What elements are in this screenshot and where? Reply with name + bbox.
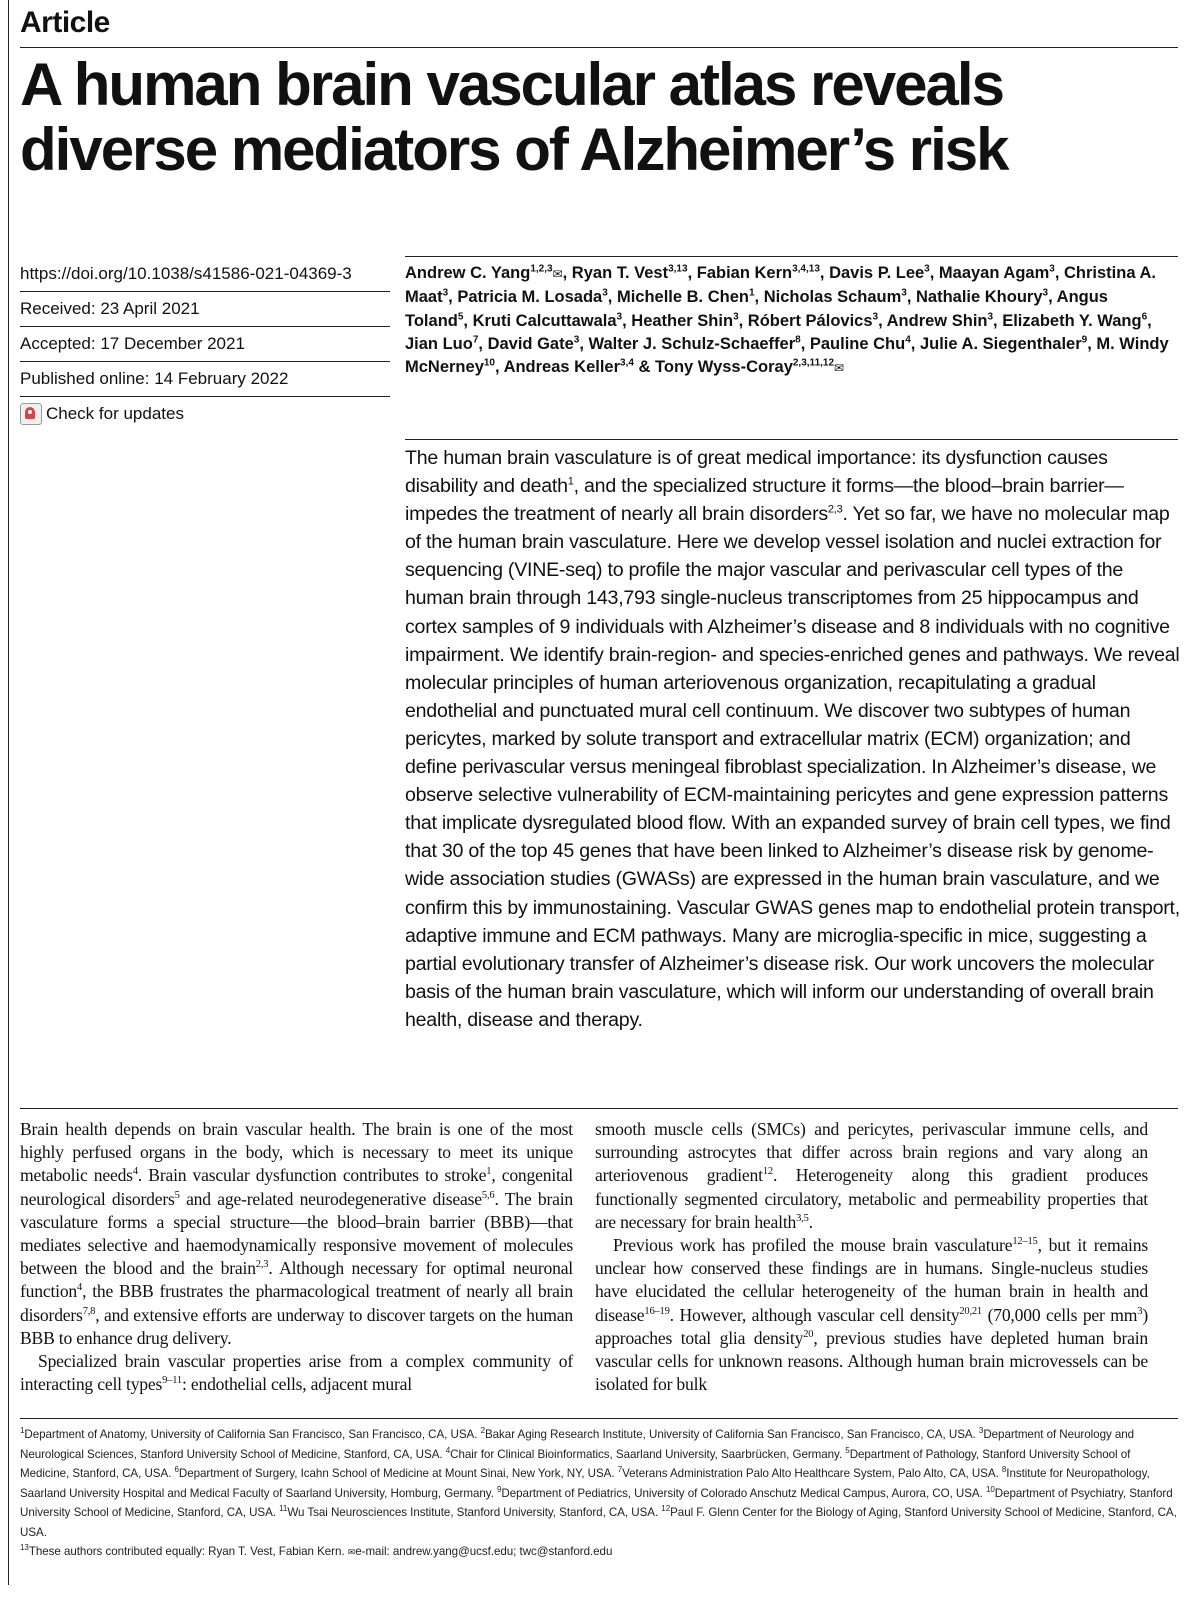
body-paragraph: Brain health depends on brain vascular health. The brain is one of the most highly perfused organs in the body, which is necessary to meet its unique metabolic needs$^4$. Brain vascular dysfunction contributes to stroke$^1$, congenital neurological disorders$^5$ and age-related neurodegenerative disease$^{5,6}$. The brain vasculature forms a special structure—the blood–brain barrier (BBB)—that mediates selective and haemodynamically responsive movement of molecules between the blood and the brain$^{2,3}$. Although necessary for optimal neuronal function$^4$, the BBB frustrates the pharmacological treatment of nearly all brain disorders$^{7,8}$, and extensive efforts are underway to discover targets on the human BBB to enhance drug delivery. [20, 1119, 573, 1348]
author-affiliation-ref: 3 [872, 311, 879, 323]
body-paragraph: smooth muscle cells (SMCs) and pericytes, perivascular immune cells, and surrounding astrocytes that differ across brain regions and vary along an arteriovenous gradient$^{12}$. Heterogeneity along this gradient produces functionally segmented circulatory, metabolic and permeability properties that are necessary for brain health$^{3,5}$. [595, 1119, 1148, 1232]
citation-ref: 1 [486, 1166, 492, 1178]
author-affiliation-ref: 3 [602, 287, 608, 299]
body-top-rule [20, 1108, 1178, 1109]
author-list: Andrew C. Yang$^{1,2,3}$✉, Ryan T. Vest$^{3,13}$, Fabian Kern$^{3,4,13}$, Davis P. Lee$^3$, Maayan Agam$^3$, Christina A. Maat$^3$, Patricia M. Losada$^3$, Michelle B. Chen$^1$, Nicholas Schaum$^3$, Nathalie Khoury$^3$, Angus Toland$^5$, Kruti Calcuttawala$^3$, Heather Shin$^3$, Róbert Pálovics$^3$, Andrew Shin$^3$, Elizabeth Y. Wang$^6$, Jian Luo$^7$, David Gate$^3$, Walter J. Schulz-Schaeffer$^8$, Pauline Chu$^4$, Julie A. Siegenthaler$^9$, M. Windy McNerney$^{10}$, Andreas Keller$^{3,4}$ & Tony Wyss-Coray$^{2,3,11,12}$✉ [405, 263, 1169, 377]
mail-icon: ✉ [552, 267, 563, 281]
author-affiliation-ref: 2,3,11,12 [792, 357, 835, 369]
citation-ref: 3 [1137, 1305, 1143, 1317]
author-name[interactable]: M. Windy McNerney [405, 334, 1169, 377]
author-name[interactable]: David Gate [487, 334, 574, 353]
author-affiliation-ref: 3 [573, 334, 580, 346]
accepted-date: Accepted: 17 December 2021 [20, 326, 390, 361]
author-name[interactable]: Andreas Keller [503, 358, 621, 377]
author-affiliation-ref: 3 [733, 311, 739, 323]
published-date: Published online: 14 February 2022 [20, 361, 390, 396]
article-type-label: Article [20, 6, 110, 39]
citation-ref: 2,3 [827, 503, 843, 516]
author-name[interactable]: Nicholas Schaum [763, 288, 902, 307]
citation-ref: 20,21 [959, 1305, 982, 1317]
mail-icon: ✉ [347, 1547, 356, 1557]
affiliation-number: 7 [617, 1465, 623, 1475]
affiliation-text: Bakar Aging Research Institute, University of California San Francisco, San Francisco, CA, USA. [484, 1428, 979, 1441]
received-date: Received: 23 April 2021 [20, 291, 390, 326]
affiliation-number: 9 [497, 1484, 502, 1494]
author-affiliation-ref: 1 [748, 287, 755, 299]
citation-ref: 4 [77, 1282, 83, 1294]
author-name[interactable]: Julie A. Siegenthaler [919, 334, 1082, 353]
author-name[interactable]: Pauline Chu [809, 334, 906, 353]
crossmark-icon [20, 403, 42, 425]
author-name[interactable]: Andrew Shin [886, 311, 988, 330]
contribution-text: These authors contributed equally: Ryan T. Vest, Fabian Kern. [28, 1545, 348, 1558]
affiliation-text: Veterans Administration Palo Alto Healthcare System, Palo Alto, CA, USA. [622, 1467, 1002, 1480]
author-name[interactable]: Michelle B. Chen [616, 288, 749, 307]
author-affiliation-ref: 7 [472, 334, 479, 346]
author-affiliation-ref: 10 [483, 357, 495, 369]
author-affiliation-ref: 8 [795, 334, 801, 346]
check-for-updates-button[interactable] [20, 396, 390, 431]
citation-ref: 1 [567, 475, 574, 488]
affiliation-text: Department of Anatomy, University of California San Francisco, San Francisco, CA, USA. [24, 1428, 481, 1441]
affiliation-text: Department of Surgery, Icahn School of Medicine at Mount Sinai, New York, NY, USA. [178, 1467, 618, 1480]
header-rule [20, 47, 1178, 48]
body-column-left [20, 1118, 573, 1396]
check-for-updates-label: Check for updates [46, 404, 184, 423]
abstract: The human brain vasculature is of great medical importance: its dysfunction causes disability and death$^1$, and the specialized structure it forms—the blood–brain barrier—impedes the treatment of nearly all brain disorders$^{2,3}$. Yet so far, we have no molecular map of the human brain vasculature. Here we develop vessel isolation and nuclei extraction for sequencing (VINE-seq) to profile the major vascular and perivascular cell types of the human brain through 143,793 single-nucleus transcriptomes from 25 hippocampus and cortex samples of 9 individuals with Alzheimer’s disease and 8 individuals with no cognitive impairment. We identify brain-region- and species-enriched genes and pathways. We reveal molecular principles of human arteriovenous organization, recapitulating a gradual endothelial and punctuated mural cell continuum. We discover two subtypes of human pericytes, marked by solute transport and extracellular matrix (ECM) organization; and define perivascular versus meningeal fibroblast specialization. In Alzheimer’s disease, we observe selective vulnerability of ECM-maintaining pericytes and gene expression patterns that implicate dysregulated blood flow. With an expanded survey of brain cell types, we find that 30 of the top 45 genes that have been linked to Alzheimer’s disease risk by genome-wide association studies (GWASs) are expressed in the human brain vasculature, and we confirm this by immunostaining. Vascular GWAS genes map to endothelial protein transport, adaptive immune and ECM pathways. Many are microglia-specific in mice, suggesting a partial evolutionary transfer of Alzheimer’s disease risk. Our work uncovers the molecular basis of the human brain vasculature, which will inform our understanding of overall brain health, disease and therapy. [405, 447, 1180, 1031]
affiliation-text: Chair for Clinical Bioinformatics, Saarland University, Saarbrücken, Germany. [450, 1447, 846, 1461]
author-name[interactable]: Tony Wyss-Coray [655, 358, 793, 377]
author-name[interactable]: Ryan T. Vest [571, 264, 669, 282]
affiliation-text: Wu Tsai Neurosciences Institute, Stanford University, Stanford, CA, USA. [287, 1506, 662, 1519]
author-name[interactable]: Patricia M. Losada [457, 288, 603, 307]
author-name[interactable]: Nathalie Khoury [916, 288, 1043, 307]
affiliation-text: Institute for Neuropathology, Saarland University Hospital and Medical Faculty of Saarland University, Homburg, Germany. [20, 1467, 1150, 1500]
affiliation-text: Paul F. Glenn Center for the Biology of Aging, Stanford University School of Medicine, Stanford, CA, USA. [20, 1506, 1177, 1539]
citation-ref: 12–15 [1012, 1236, 1038, 1248]
author-name[interactable]: Elizabeth Y. Wang [1002, 311, 1142, 330]
citation-ref: 2,3 [255, 1259, 269, 1271]
citation-ref: 12 [762, 1166, 773, 1178]
article-metadata [20, 257, 390, 431]
affiliations [20, 1425, 1178, 1563]
author-affiliation-ref: 4 [905, 334, 911, 346]
author-name[interactable]: Jian Luo [405, 334, 473, 353]
affiliation-number: 13 [20, 1543, 29, 1553]
author-affiliation-ref: 3 [924, 263, 930, 275]
citation-ref: 5,6 [481, 1189, 495, 1201]
affiliation-text: Department of Pathology, Stanford University School of Medicine, Stanford, CA, USA. [20, 1447, 1131, 1480]
citation-ref: 3,5 [796, 1212, 809, 1224]
author-affiliation-ref: 1,2,3 [530, 263, 553, 275]
author-name[interactable]: Kruti Calcuttawala [472, 311, 617, 330]
affiliation-text: Department of Pediatrics, University of Colorado Anschutz Medical Campus, Aurora, CO, USA. [501, 1486, 986, 1500]
affiliation-number: 4 [445, 1445, 451, 1455]
citation-ref: 20 [803, 1328, 814, 1340]
author-affiliation-ref: 3,4 [620, 357, 634, 369]
author-name[interactable]: Walter J. Schulz-Schaeffer [588, 334, 796, 353]
affiliation-number: 11 [279, 1504, 288, 1514]
author-name[interactable]: Christina A. Maat [405, 264, 1156, 307]
affiliation-text: Department of Neurology and Neurological Sciences, Stanford University School of Medicine, Stanford, CA, USA. [20, 1428, 1135, 1461]
author-affiliation-ref: 3 [901, 287, 907, 299]
author-affiliation-ref: 9 [1081, 334, 1088, 346]
affiliation-number: 2 [480, 1426, 485, 1436]
body-paragraph: Previous work has profiled the mouse brain vasculature$^{12-15}$, but it remains unclear how conserved these findings are in humans. Single-nucleus studies have elucidated the cellular heterogeneity of the human brain in health and disease$^{16-19}$. However, although vascular cell density$^{20,21}$ (70,000 cells per $mm^3$) approaches total glia density$^{20}$, previous studies have depleted human brain vascular cells for unknown reasons. Although human brain microvessels can be isolated for bulk [595, 1235, 1148, 1395]
body-paragraph: Specialized brain vascular properties arise from a complex community of interacting cell types$^{9-11}$: endothelial cells, adjacent mural [20, 1351, 573, 1395]
author-affiliation-ref: 3 [616, 311, 623, 323]
affiliation-number: 8 [1001, 1465, 1007, 1475]
author-affiliation-ref: 3,13 [668, 263, 688, 275]
affiliation-number: 6 [174, 1465, 179, 1475]
contact-emails[interactable]: e-mail: andrew.yang@ucsf.edu; twc@stanford.edu [355, 1545, 613, 1558]
abstract-top-rule [405, 439, 1178, 440]
affiliation-number: 12 [661, 1504, 671, 1514]
body-column-right [595, 1118, 1148, 1396]
author-name[interactable]: Davis P. Lee [829, 264, 925, 282]
affiliation-number: 5 [845, 1445, 850, 1455]
author-affiliation-ref: 3 [1042, 287, 1049, 299]
author-name[interactable]: Andrew C. Yang [405, 264, 531, 282]
author-affiliation-ref: 3 [442, 287, 449, 299]
left-margin-rule [8, 0, 9, 1585]
affiliation-text: Department of Psychiatry, Stanford University School of Medicine, Stanford, CA, USA. [20, 1486, 1173, 1519]
author-name[interactable]: Angus Toland [405, 288, 1108, 330]
doi-link[interactable]: https://doi.org/10.1038/s41586-021-04369-3 [20, 264, 352, 283]
affiliation-number: 3 [978, 1426, 984, 1436]
author-name[interactable]: Róbert Pálovics [747, 311, 873, 330]
citation-ref: 16–19 [644, 1305, 670, 1317]
affiliation-number: 1 [20, 1426, 25, 1436]
author-affiliation-ref: 3 [987, 311, 994, 323]
article-title: A human brain vascular atlas reveals diverse mediators of Alzheimer’s risk [20, 51, 1008, 183]
citation-ref: 7,8 [82, 1305, 96, 1317]
author-name[interactable]: Fabian Kern [696, 264, 793, 282]
affiliation-number: 10 [985, 1484, 995, 1494]
author-name[interactable]: Heather Shin [631, 311, 734, 330]
author-name[interactable]: Maayan Agam [938, 264, 1050, 282]
author-affiliation-ref: 3 [1049, 263, 1055, 275]
author-affiliation-ref: 6 [1141, 311, 1148, 323]
mail-icon: ✉ [834, 361, 845, 376]
contribution-note [20, 1545, 612, 1558]
author-affiliation-ref: 3,4,13 [792, 263, 820, 275]
citation-ref: 9–11 [162, 1375, 182, 1387]
author-affiliation-ref: 5 [457, 311, 464, 323]
affiliations-top-rule [20, 1418, 1178, 1419]
citation-ref: 5 [174, 1189, 180, 1201]
citation-ref: 4 [132, 1166, 138, 1178]
authors-top-rule [405, 256, 1178, 257]
